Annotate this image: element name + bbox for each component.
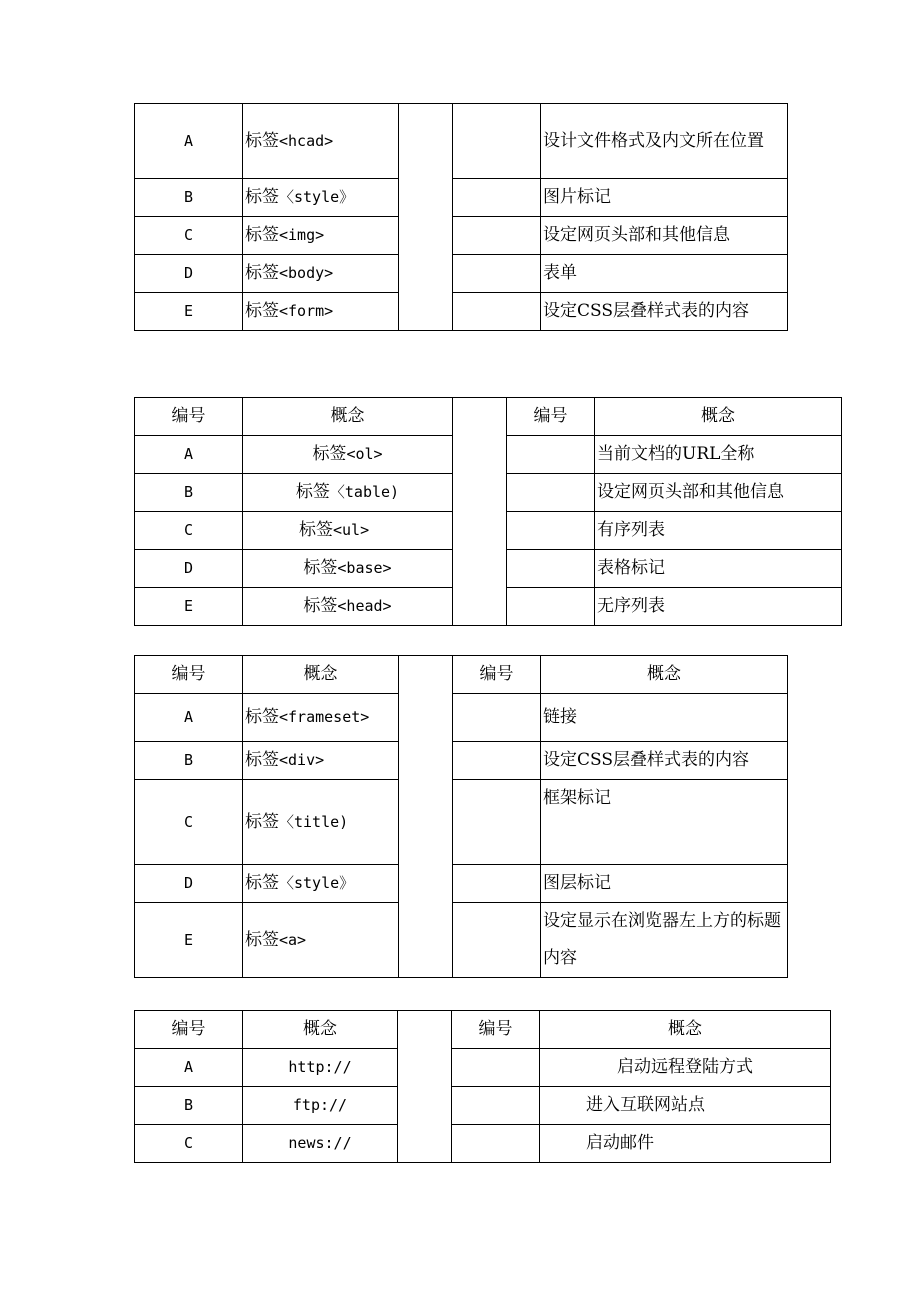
row-id: D (135, 255, 243, 293)
row-id: A (135, 694, 243, 742)
row-description: 框架标记 (541, 780, 788, 865)
row-id: B (135, 179, 243, 217)
row-description: 设定网页头部和其他信息 (595, 474, 842, 512)
header-number: 编号 (135, 398, 243, 436)
table-row (135, 780, 788, 865)
answer-cell (453, 104, 541, 179)
table-row (135, 903, 788, 978)
answer-cell (507, 474, 595, 512)
table-header-row (135, 398, 842, 436)
row-id: B (135, 474, 243, 512)
answer-cell (452, 1125, 540, 1163)
row-id: A (135, 436, 243, 474)
blank-divider (398, 1011, 452, 1163)
answer-cell (452, 1049, 540, 1087)
blank-divider (399, 656, 453, 978)
row-concept: 标签<head> (243, 588, 453, 626)
header-concept: 概念 (243, 398, 453, 436)
answer-cell (453, 293, 541, 331)
row-concept: 标签〈title) (243, 780, 399, 865)
answer-cell (507, 550, 595, 588)
row-concept: 标签〈style》 (243, 179, 399, 217)
header-number-2: 编号 (453, 656, 541, 694)
table-header-row (135, 656, 788, 694)
row-concept: 标签<frameset> (243, 694, 399, 742)
row-id: E (135, 293, 243, 331)
row-concept: 标签<ul> (243, 512, 453, 550)
table-row (135, 1125, 831, 1163)
table-row (135, 293, 788, 331)
blank-divider (399, 104, 453, 331)
answer-cell (452, 1087, 540, 1125)
row-concept: 标签<img> (243, 217, 399, 255)
header-concept: 概念 (243, 656, 399, 694)
match-table-3 (134, 655, 788, 978)
row-concept: news:// (243, 1125, 398, 1163)
row-concept: 标签<a> (243, 903, 399, 978)
match-table-1 (134, 103, 788, 331)
header-number: 编号 (135, 1011, 243, 1049)
header-concept-2: 概念 (540, 1011, 831, 1049)
answer-cell (453, 780, 541, 865)
row-concept: 标签〈table) (243, 474, 453, 512)
table-row (135, 179, 788, 217)
row-description: 图层标记 (541, 865, 788, 903)
row-id: E (135, 903, 243, 978)
row-id: A (135, 104, 243, 179)
header-concept: 概念 (243, 1011, 398, 1049)
row-id: B (135, 742, 243, 780)
row-id: C (135, 512, 243, 550)
header-number: 编号 (135, 656, 243, 694)
table-row (135, 1049, 831, 1087)
row-concept: 标签<form> (243, 293, 399, 331)
header-concept-2: 概念 (541, 656, 788, 694)
answer-cell (453, 179, 541, 217)
row-description: 设定网页头部和其他信息 (541, 217, 788, 255)
row-description: 表格标记 (595, 550, 842, 588)
answer-cell (507, 436, 595, 474)
table-row (135, 217, 788, 255)
row-id: C (135, 217, 243, 255)
header-number-2: 编号 (452, 1011, 540, 1049)
row-description: 启动远程登陆方式 (540, 1049, 831, 1087)
row-description: 表单 (541, 255, 788, 293)
row-concept: 标签<base> (243, 550, 453, 588)
row-id: C (135, 780, 243, 865)
table-row (135, 1087, 831, 1125)
header-number-2: 编号 (507, 398, 595, 436)
row-concept: 标签<ol> (243, 436, 453, 474)
row-description: 设定显示在浏览器左上方的标题内容 (541, 903, 788, 978)
row-description: 图片标记 (541, 179, 788, 217)
match-table-4 (134, 1010, 831, 1163)
row-description: 有序列表 (595, 512, 842, 550)
answer-cell (453, 903, 541, 978)
row-id: D (135, 550, 243, 588)
table-row (135, 104, 788, 179)
row-concept: 标签<div> (243, 742, 399, 780)
row-description: 设计文件格式及内文所在位置 (541, 104, 788, 179)
row-description: 设定CSS层叠样式表的内容 (541, 742, 788, 780)
row-concept: ftp:// (243, 1087, 398, 1125)
table-row (135, 742, 788, 780)
row-id: D (135, 865, 243, 903)
row-id: A (135, 1049, 243, 1087)
table-row (135, 865, 788, 903)
answer-cell (507, 588, 595, 626)
answer-cell (453, 255, 541, 293)
table-header-row (135, 1011, 831, 1049)
row-description: 启动邮件 (540, 1125, 831, 1163)
row-id: E (135, 588, 243, 626)
table-row (135, 255, 788, 293)
row-description: 当前文档的URL全称 (595, 436, 842, 474)
row-description: 无序列表 (595, 588, 842, 626)
row-concept: 标签〈style》 (243, 865, 399, 903)
match-table-2 (134, 397, 842, 626)
answer-cell (453, 742, 541, 780)
row-concept: 标签<hcad> (243, 104, 399, 179)
row-id: C (135, 1125, 243, 1163)
answer-cell (453, 694, 541, 742)
blank-divider (453, 398, 507, 626)
answer-cell (453, 865, 541, 903)
row-description: 链接 (541, 694, 788, 742)
row-id: B (135, 1087, 243, 1125)
header-concept-2: 概念 (595, 398, 842, 436)
row-concept: 标签<body> (243, 255, 399, 293)
row-concept: http:// (243, 1049, 398, 1087)
table-row (135, 694, 788, 742)
row-description: 进入互联网站点 (540, 1087, 831, 1125)
answer-cell (507, 512, 595, 550)
row-description: 设定CSS层叠样式表的内容 (541, 293, 788, 331)
answer-cell (453, 217, 541, 255)
